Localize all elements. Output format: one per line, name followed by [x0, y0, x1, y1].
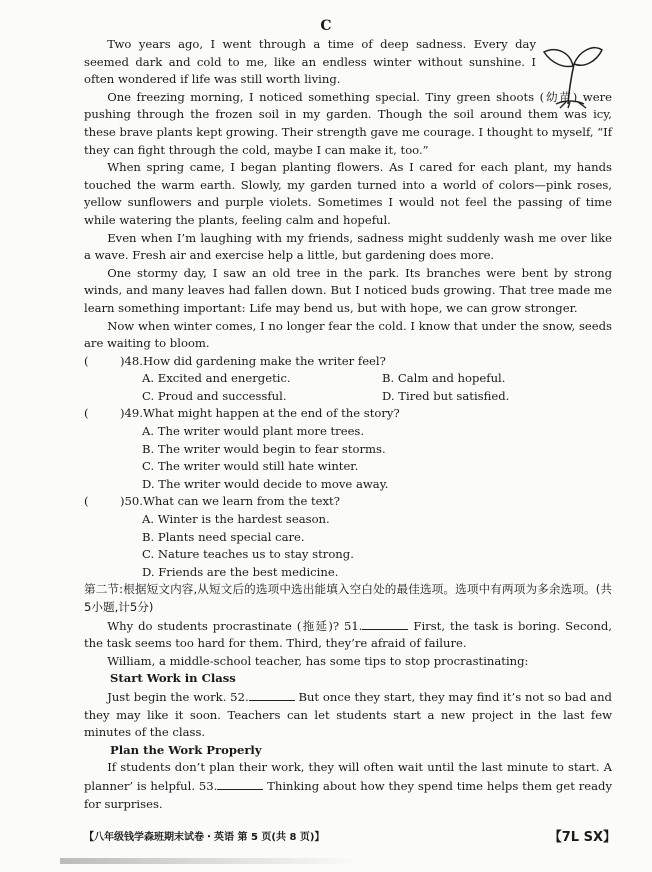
option-a[interactable]: A. The writer would plant more trees. [142, 424, 365, 439]
sub-heading-start-work: Start Work in Class [110, 671, 236, 686]
option-d[interactable]: D. The writer would decide to move away. [142, 476, 389, 491]
teacher-tips-intro: William, a middle-school teacher, has some tips to stop procrastinating: [107, 653, 529, 668]
question-number: 49. [124, 406, 143, 421]
sub-heading-plan-work: Plan the Work Properly [110, 742, 262, 757]
footer-code: 【7L SX】 [548, 830, 616, 845]
section-letter: C [320, 18, 332, 34]
question-number: ) [120, 353, 125, 368]
passage-paragraph-6: Now when winter comes, I no longer fear the cold. I know that under the snow, seeds are waiting to bloom. [84, 318, 612, 351]
question-number: 48. [124, 353, 143, 368]
passage-paragraph-1: Two years ago, I went through a time of deep sadness. Every day seemed dark and cold to me, like an endless winter without sunshine. I often wondered if life was still worth living. [84, 37, 536, 87]
question-number: 50. [124, 494, 143, 509]
passage-paragraph-3: When spring came, I began planting flowers. As I cared for each plant, my hands touched the warm earth. Slowly, my garden turned into a world of colors—pink roses, yellow sunflowers and purple violets. Sometimes I would not feel the passing of time while watering the plants, feeling calm and hopeful. [84, 160, 612, 227]
answer-paren-48[interactable]: ( [84, 353, 89, 368]
page-footer [84, 826, 616, 845]
question-49 [84, 405, 612, 493]
option-c[interactable]: C. Nature teaches us to stay strong. [142, 547, 354, 562]
option-c[interactable]: C. The writer would still hate winter. [142, 459, 359, 474]
scan-smudge [60, 858, 360, 864]
passage-paragraph-4: Even when I’m laughing with my friends, sadness might suddenly wash me over like a wave. Fresh air and exercise help a little, but gardening does more. [84, 230, 612, 263]
option-d[interactable]: D. Tired but satisfied. [382, 388, 510, 403]
question-stem: How did gardening make the writer feel? [142, 353, 386, 368]
content [84, 36, 612, 813]
question-50 [84, 493, 612, 581]
option-c[interactable]: C. Proud and successful. [142, 388, 287, 403]
passage-paragraph-2: One freezing morning, I noticed something special. Tiny green shoots (幼苗) were pushing through the frozen soil in my garden. Though the soil around them was icy, these brave plants kept growing. Their strength gave me courage. I thought to myself, “If they can fight through the cold, maybe I can make it, too.” [84, 89, 612, 157]
footer-exam-title: 【八年级钱学森班期末试卷・英语 第 5 页(共 8 页)】 [84, 832, 325, 843]
question-number: ) [120, 494, 125, 509]
question-stem: What might happen at the end of the story? [142, 406, 400, 421]
blank-53[interactable] [217, 777, 263, 790]
section-2-intro: Why do students procrastinate (拖延)? 51. First, the task is boring. Second, the task seems too hard for them. Third, they’re afraid of failure. [84, 618, 612, 651]
option-b[interactable]: B. Plants need special care. [142, 529, 305, 544]
option-b[interactable]: B. Calm and hopeful. [382, 371, 506, 386]
option-b[interactable]: B. The writer would begin to fear storms. [142, 441, 386, 456]
section-2-paragraph-2: If students don’t plan their work, they will often wait until the last minute to start. A planner’ is helpful. 53. Thinking about how they spend time helps them get ready for surprises. [84, 760, 613, 811]
passage-paragraph-5: One stormy day, I saw an old tree in the park. Its branches were bent by strong winds, and many leaves had fallen down. But I noticed buds growing. That tree made me learn something important: Life may bend us, but with hope, we can grow stronger. [84, 265, 612, 315]
section-2-instruction: 第二节:根据短文内容,从短文后的选项中选出能填入空白处的最佳选项。选项中有两项为多余选项。(共5小题,计5分) [84, 582, 612, 614]
question-48 [84, 353, 612, 406]
section-2-paragraph-1: Just begin the work. 52. But once they start, they may find it’s not so bad and they may like it soon. Teachers can let students start a new project in the last few minutes of the class. [84, 689, 612, 740]
option-a[interactable]: A. Excited and energetic. [142, 371, 291, 386]
question-stem: What can we learn from the text? [142, 494, 340, 509]
blank-52[interactable] [249, 688, 295, 701]
blank-51[interactable] [362, 617, 408, 630]
question-number: ) [120, 406, 125, 421]
answer-paren-49[interactable]: ( [84, 406, 89, 421]
option-a[interactable]: A. Winter is the hardest season. [142, 512, 330, 527]
option-d[interactable]: D. Friends are the best medicine. [142, 564, 339, 579]
answer-paren-50[interactable]: ( [84, 494, 89, 509]
